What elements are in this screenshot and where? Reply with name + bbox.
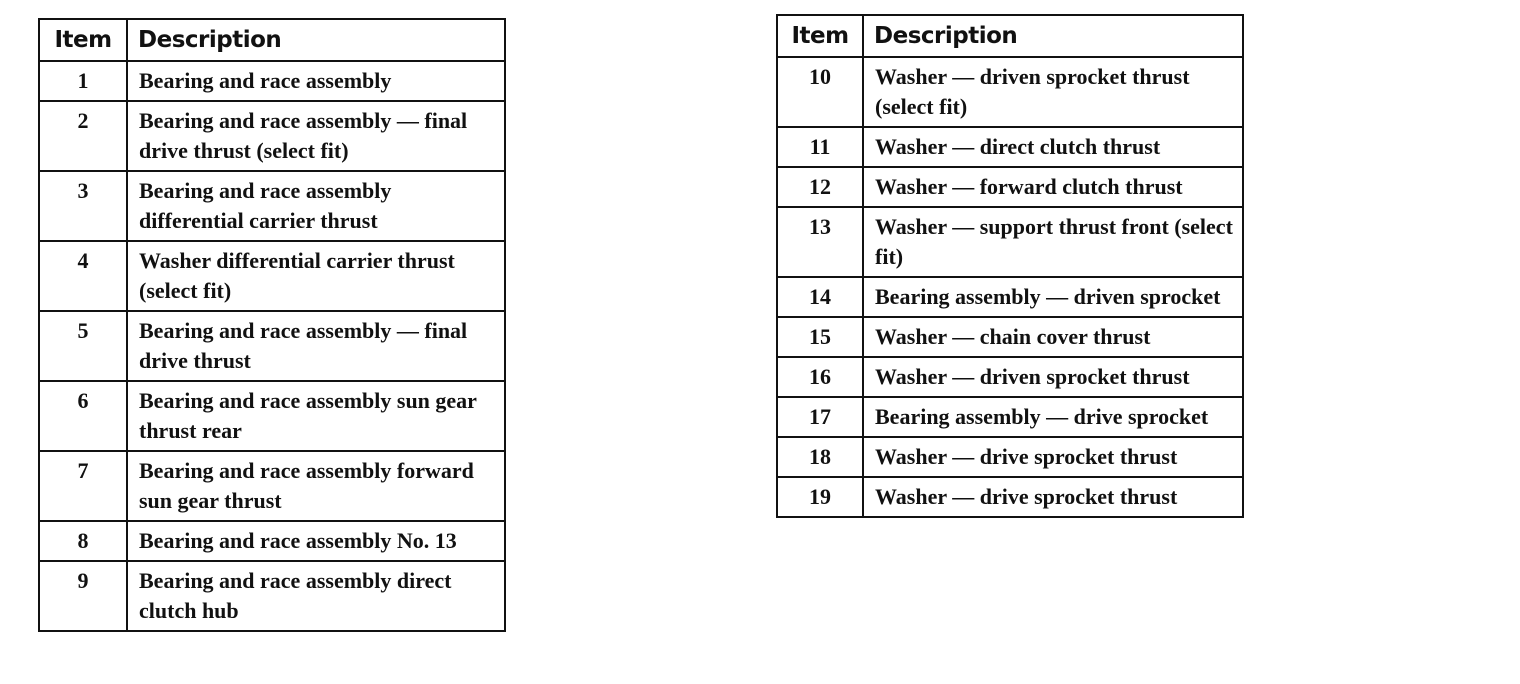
item-number: 6: [39, 381, 127, 451]
item-number: 12: [777, 167, 863, 207]
table-row: [39, 171, 505, 241]
parts-table-right: [776, 14, 1244, 518]
item-description: Bearing and race assembly forward sun gear thrust: [127, 451, 505, 521]
column-header-description: Description: [127, 19, 505, 61]
item-number: 2: [39, 101, 127, 171]
item-description: Washer — forward clutch thrust: [863, 167, 1243, 207]
table-row: [777, 57, 1243, 127]
item-number: 10: [777, 57, 863, 127]
item-number: 13: [777, 207, 863, 277]
item-number: 4: [39, 241, 127, 311]
item-description: Bearing assembly — drive sprocket: [863, 397, 1243, 437]
item-description: Washer — driven sprocket thrust (select fit): [863, 57, 1243, 127]
item-number: 19: [777, 477, 863, 517]
item-description: Bearing and race assembly: [127, 61, 505, 101]
item-number: 14: [777, 277, 863, 317]
parts-table-left: [38, 18, 506, 632]
item-description: Washer — support thrust front (select fit): [863, 207, 1243, 277]
table-row: [39, 521, 505, 561]
table-row: [39, 311, 505, 381]
table-row: [777, 437, 1243, 477]
item-description: Washer — direct clutch thrust: [863, 127, 1243, 167]
table-row: [777, 127, 1243, 167]
table-row: [777, 207, 1243, 277]
item-number: 16: [777, 357, 863, 397]
item-number: 9: [39, 561, 127, 631]
item-number: 17: [777, 397, 863, 437]
item-description: Washer — driven sprocket thrust: [863, 357, 1243, 397]
item-description: Bearing and race assembly direct clutch hub: [127, 561, 505, 631]
item-number: 18: [777, 437, 863, 477]
column-header-item: Item: [777, 15, 863, 57]
table-row: [777, 167, 1243, 207]
item-description: Bearing and race assembly sun gear thrust rear: [127, 381, 505, 451]
item-description: Washer — chain cover thrust: [863, 317, 1243, 357]
item-description: Bearing and race assembly differential carrier thrust: [127, 171, 505, 241]
header-row: [39, 19, 505, 61]
table-row: [777, 357, 1243, 397]
item-number: 11: [777, 127, 863, 167]
table-row: [777, 277, 1243, 317]
item-number: 1: [39, 61, 127, 101]
column-header-item: Item: [39, 19, 127, 61]
item-number: 5: [39, 311, 127, 381]
table-row: [39, 381, 505, 451]
item-description: Washer differential carrier thrust (select fit): [127, 241, 505, 311]
item-description: Bearing and race assembly — final drive thrust: [127, 311, 505, 381]
item-description: Washer — drive sprocket thrust: [863, 437, 1243, 477]
item-description: Bearing and race assembly — final drive thrust (select fit): [127, 101, 505, 171]
item-number: 15: [777, 317, 863, 357]
table-row: [39, 101, 505, 171]
table-row: [777, 477, 1243, 517]
table-row: [39, 451, 505, 521]
item-number: 7: [39, 451, 127, 521]
table-row: [39, 61, 505, 101]
item-number: 3: [39, 171, 127, 241]
item-number: 8: [39, 521, 127, 561]
table-row: [39, 561, 505, 631]
table-row: [39, 241, 505, 311]
item-description: Bearing and race assembly No. 13: [127, 521, 505, 561]
table-row: [777, 397, 1243, 437]
table-row: [777, 317, 1243, 357]
header-row: [777, 15, 1243, 57]
item-description: Washer — drive sprocket thrust: [863, 477, 1243, 517]
column-header-description: Description: [863, 15, 1243, 57]
item-description: Bearing assembly — driven sprocket: [863, 277, 1243, 317]
